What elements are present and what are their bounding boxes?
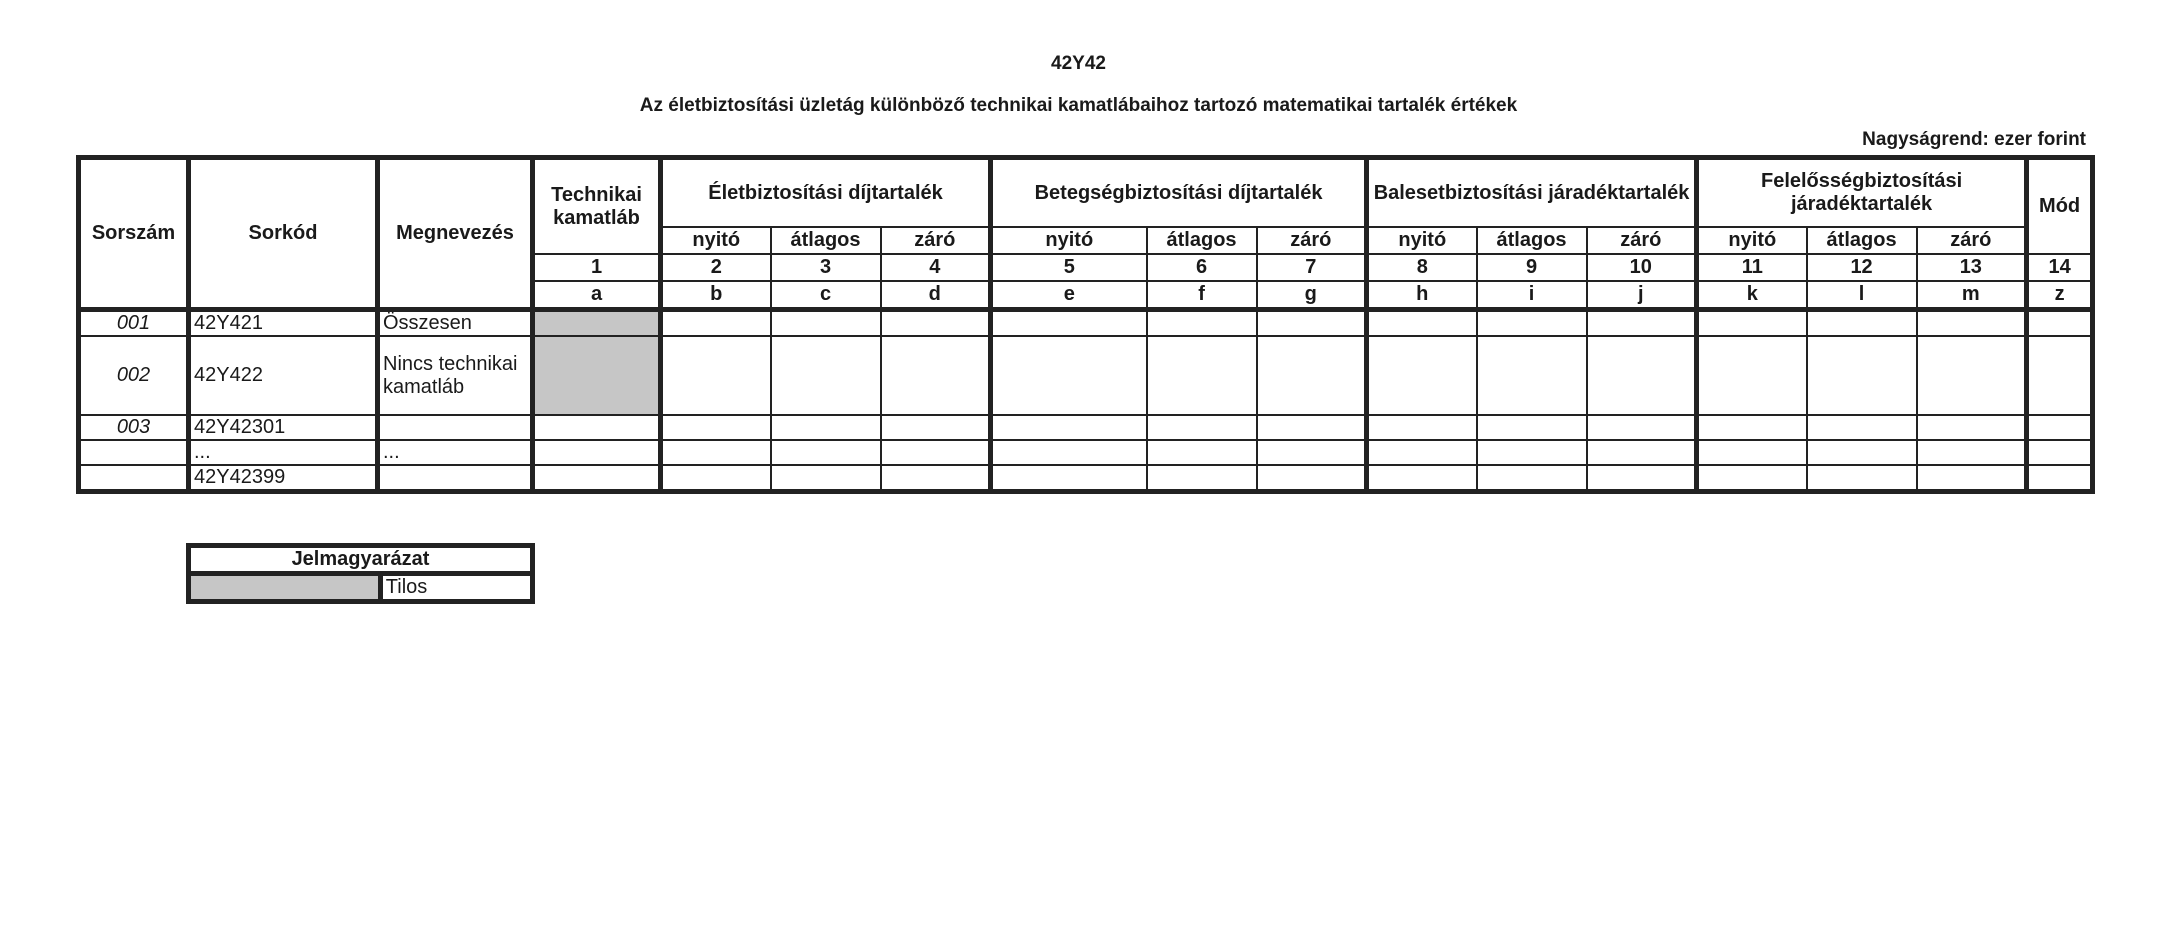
- value-cell[interactable]: [771, 440, 881, 465]
- value-cell[interactable]: [2027, 310, 2093, 337]
- column-number: 3: [771, 254, 881, 281]
- header-sorkod: Sorkód: [189, 158, 378, 310]
- table-row: [79, 415, 2093, 440]
- value-cell[interactable]: [1807, 465, 1917, 492]
- value-cell[interactable]: [2027, 336, 2093, 415]
- value-cell[interactable]: [991, 465, 1147, 492]
- column-letter: e: [991, 281, 1147, 310]
- column-number: 1: [533, 254, 661, 281]
- subheader-cell: átlagos: [771, 227, 881, 254]
- column-letter: c: [771, 281, 881, 310]
- subheader-cell: záró: [1917, 227, 2027, 254]
- value-cell[interactable]: [2027, 465, 2093, 492]
- value-cell[interactable]: [771, 415, 881, 440]
- forbidden-cell: [533, 336, 661, 415]
- value-cell[interactable]: [881, 310, 991, 337]
- value-cell[interactable]: [1807, 415, 1917, 440]
- column-number: 9: [1477, 254, 1587, 281]
- row-sorszam: 001: [79, 310, 189, 337]
- value-cell[interactable]: [881, 465, 991, 492]
- column-number: 14: [2027, 254, 2093, 281]
- value-cell[interactable]: [771, 465, 881, 492]
- column-letter: i: [1477, 281, 1587, 310]
- column-number: 4: [881, 254, 991, 281]
- row-sorkod: 42Y421: [189, 310, 378, 337]
- value-cell[interactable]: [1917, 440, 2027, 465]
- column-letter: l: [1807, 281, 1917, 310]
- value-cell[interactable]: [2027, 415, 2093, 440]
- column-letter: f: [1147, 281, 1257, 310]
- subheader-cell: záró: [881, 227, 991, 254]
- subheader-cell: nyitó: [991, 227, 1147, 254]
- column-letter: h: [1367, 281, 1477, 310]
- value-cell[interactable]: [1587, 415, 1697, 440]
- value-cell[interactable]: [1587, 336, 1697, 415]
- column-number: 8: [1367, 254, 1477, 281]
- forbidden-cell: [533, 310, 661, 337]
- value-cell[interactable]: [1367, 465, 1477, 492]
- column-number: 12: [1807, 254, 1917, 281]
- value-cell[interactable]: [1257, 415, 1367, 440]
- value-cell[interactable]: [533, 440, 661, 465]
- value-cell[interactable]: [771, 310, 881, 337]
- value-cell[interactable]: [1367, 440, 1477, 465]
- row-sorkod: 42Y422: [189, 336, 378, 415]
- column-number: 7: [1257, 254, 1367, 281]
- value-cell[interactable]: [1697, 465, 1807, 492]
- row-sorszam: [79, 465, 189, 492]
- value-cell[interactable]: [1257, 310, 1367, 337]
- column-number: 13: [1917, 254, 2027, 281]
- value-cell[interactable]: [661, 465, 771, 492]
- column-letter: m: [1917, 281, 2027, 310]
- column-number: 11: [1697, 254, 1807, 281]
- value-cell[interactable]: [1477, 336, 1587, 415]
- value-cell[interactable]: [991, 440, 1147, 465]
- row-sorkod: ...: [189, 440, 378, 465]
- column-letter: b: [661, 281, 771, 310]
- value-cell[interactable]: [1587, 310, 1697, 337]
- row-megnevezes: [378, 415, 533, 440]
- column-number: 5: [991, 254, 1147, 281]
- legend-swatch-forbidden: [189, 574, 381, 602]
- value-cell[interactable]: [1917, 310, 2027, 337]
- value-cell[interactable]: [991, 310, 1147, 337]
- document-title: Az életbiztosítási üzletág különböző technikai kamatlábaihoz tartozó matematikai tartalék értékek: [639, 95, 1518, 116]
- row-megnevezes: ...: [378, 440, 533, 465]
- value-cell[interactable]: [1147, 336, 1257, 415]
- header-betegsegbiztositasi: Betegségbiztosítási díjtartalék: [991, 158, 1367, 228]
- value-cell[interactable]: [1587, 440, 1697, 465]
- unit-label: Nagyságrend: ezer forint: [1862, 129, 2086, 150]
- subheader-cell: átlagos: [1147, 227, 1257, 254]
- value-cell[interactable]: [1697, 440, 1807, 465]
- subheader-cell: átlagos: [1807, 227, 1917, 254]
- row-sorszam: 003: [79, 415, 189, 440]
- table-row: [79, 440, 2093, 465]
- value-cell[interactable]: [2027, 440, 2093, 465]
- row-megnevezes: Nincs technikai kamatláb: [378, 336, 533, 415]
- header-technikai-kamatlab: Technikai kamatláb: [533, 158, 661, 255]
- row-megnevezes: [378, 465, 533, 492]
- column-number: 10: [1587, 254, 1697, 281]
- value-cell[interactable]: [1367, 310, 1477, 337]
- value-cell[interactable]: [1257, 465, 1367, 492]
- value-cell[interactable]: [991, 415, 1147, 440]
- header-felelossegbiztositasi: Felelősségbiztosítási járadéktartalék: [1697, 158, 2027, 228]
- value-cell[interactable]: [1477, 415, 1587, 440]
- value-cell[interactable]: [1147, 440, 1257, 465]
- table-row: [79, 465, 2093, 492]
- value-cell[interactable]: [1807, 336, 1917, 415]
- legend-label: Tilos: [380, 574, 532, 602]
- subheader-cell: nyitó: [1697, 227, 1807, 254]
- header-sorszam: Sorszám: [79, 158, 189, 310]
- value-cell[interactable]: [1477, 440, 1587, 465]
- value-cell[interactable]: [533, 465, 661, 492]
- value-cell[interactable]: [661, 336, 771, 415]
- header-balesetbiztositasi: Balesetbiztosítási járadéktartalék: [1367, 158, 1697, 228]
- column-number: 2: [661, 254, 771, 281]
- table-row: [79, 336, 2093, 415]
- document-code: 42Y42: [1051, 53, 1106, 74]
- value-cell[interactable]: [1917, 336, 2027, 415]
- subheader-cell: nyitó: [661, 227, 771, 254]
- value-cell[interactable]: [661, 440, 771, 465]
- value-cell[interactable]: [1697, 415, 1807, 440]
- value-cell[interactable]: [1477, 465, 1587, 492]
- row-sorkod: 42Y42301: [189, 415, 378, 440]
- column-letter: k: [1697, 281, 1807, 310]
- column-letter: j: [1587, 281, 1697, 310]
- value-cell[interactable]: [1917, 465, 2027, 492]
- value-cell[interactable]: [881, 336, 991, 415]
- value-cell[interactable]: [991, 336, 1147, 415]
- value-cell[interactable]: [1807, 440, 1917, 465]
- subheader-cell: átlagos: [1477, 227, 1587, 254]
- value-cell[interactable]: [771, 336, 881, 415]
- legend-title: Jelmagyarázat: [189, 546, 533, 574]
- column-letter: g: [1257, 281, 1367, 310]
- value-cell[interactable]: [1477, 310, 1587, 337]
- value-cell[interactable]: [1147, 310, 1257, 337]
- subheader-cell: záró: [1257, 227, 1367, 254]
- value-cell[interactable]: [1587, 465, 1697, 492]
- column-number: 6: [1147, 254, 1257, 281]
- header-mod: Mód: [2027, 158, 2093, 255]
- column-letter: d: [881, 281, 991, 310]
- value-cell[interactable]: [661, 415, 771, 440]
- value-cell[interactable]: [1917, 415, 2027, 440]
- value-cell[interactable]: [1257, 336, 1367, 415]
- header-megnevezes: Megnevezés: [378, 158, 533, 310]
- column-letter: z: [2027, 281, 2093, 310]
- column-letter: a: [533, 281, 661, 310]
- row-sorszam: 002: [79, 336, 189, 415]
- value-cell[interactable]: [1807, 310, 1917, 337]
- value-cell[interactable]: [661, 310, 771, 337]
- value-cell[interactable]: [1697, 310, 1807, 337]
- value-cell[interactable]: [1147, 465, 1257, 492]
- subheader-cell: nyitó: [1367, 227, 1477, 254]
- subheader-cell: záró: [1587, 227, 1697, 254]
- row-megnevezes: Összesen: [378, 310, 533, 337]
- value-cell[interactable]: [1257, 440, 1367, 465]
- data-table: [76, 155, 2095, 494]
- table-row: [79, 310, 2093, 337]
- value-cell[interactable]: [881, 415, 991, 440]
- row-sorszam: [79, 440, 189, 465]
- header-eletbiztositasi: Életbiztosítási díjtartalék: [661, 158, 991, 228]
- legend-table: [186, 543, 535, 604]
- value-cell[interactable]: [1367, 336, 1477, 415]
- value-cell[interactable]: [1147, 415, 1257, 440]
- value-cell[interactable]: [533, 415, 661, 440]
- value-cell[interactable]: [1367, 415, 1477, 440]
- row-sorkod: 42Y42399: [189, 465, 378, 492]
- value-cell[interactable]: [1697, 336, 1807, 415]
- value-cell[interactable]: [881, 440, 991, 465]
